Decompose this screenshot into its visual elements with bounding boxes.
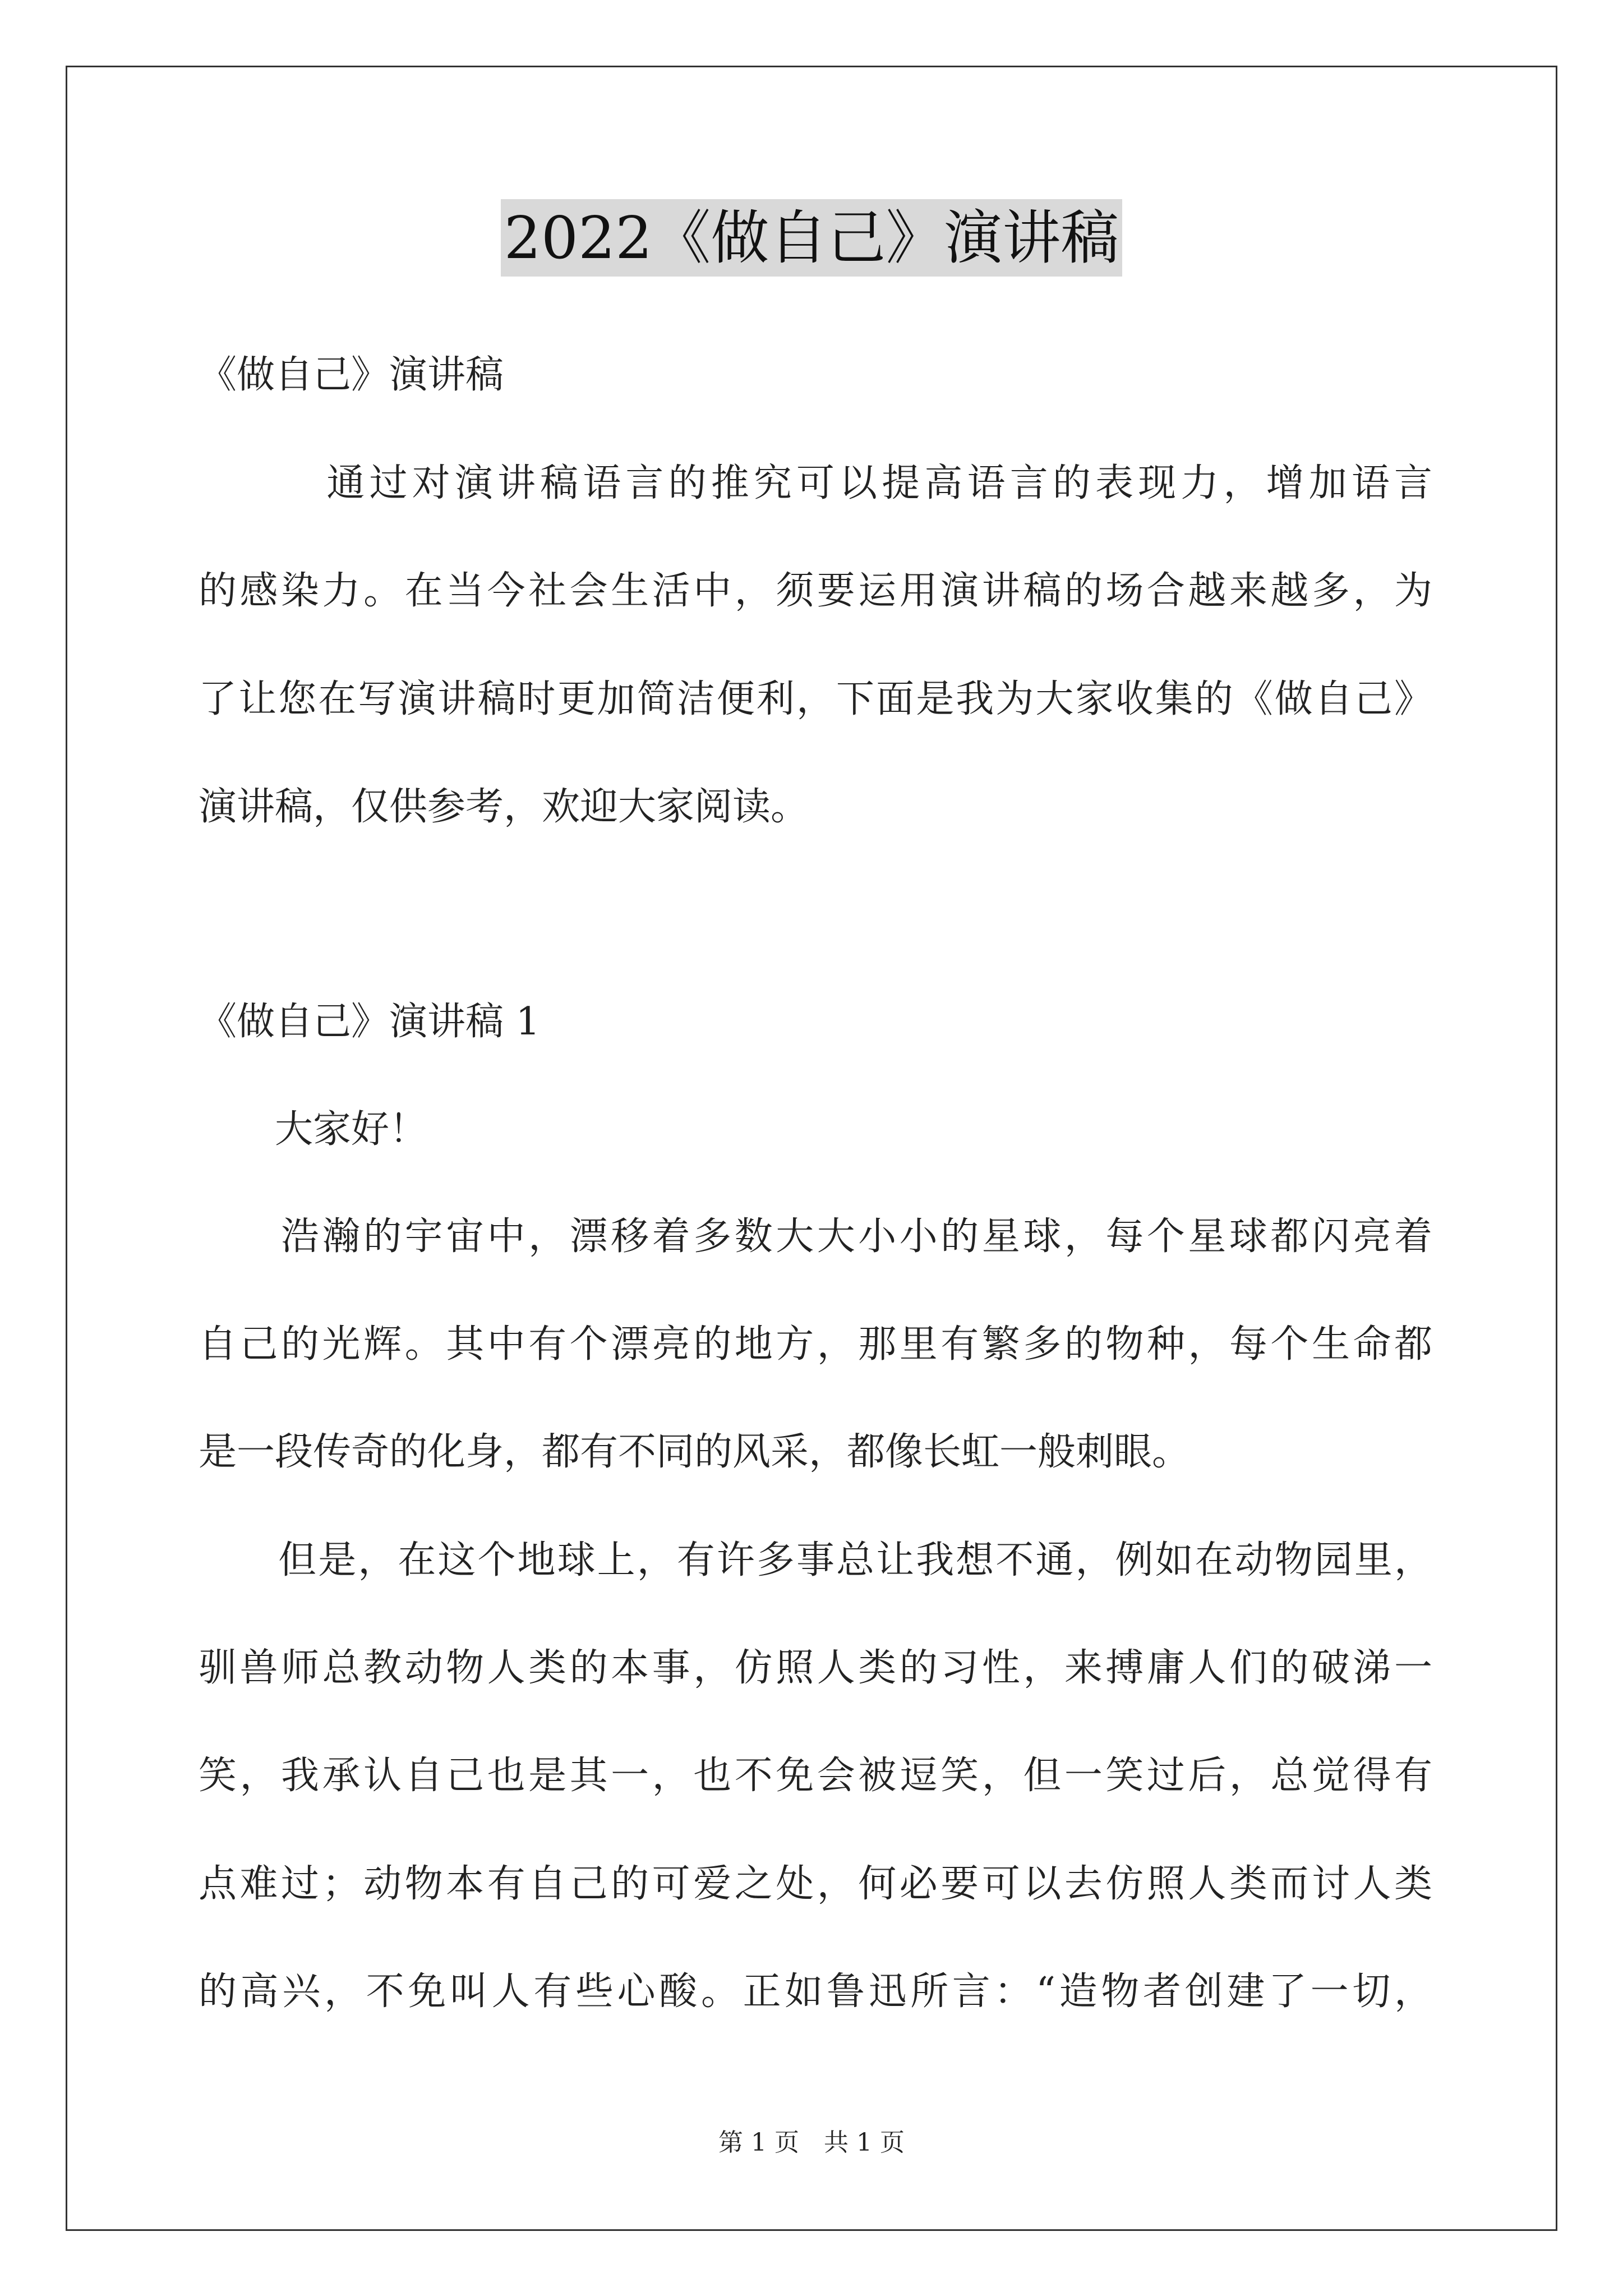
title-container [0,199,1623,277]
page-footer: 第 1 页 共 1 页 [718,2128,905,2157]
document-subtitle: 《做自己》演讲稿 [199,353,504,397]
body-line: 驯兽师总教动物人类的本事，仿照人类的习性，来搏庸人们的破涕一 [199,1646,1432,1690]
greeting: 大家好！ [199,1107,428,1152]
body-line: 笑，我承认自己也是其一，也不免会被逗笑，但一笑过后，总觉得有 [199,1754,1432,1798]
intro-line: 演讲稿，仅供参考，欢迎大家阅读。 [199,785,809,829]
body-line: 点难过；动物本有自己的可爱之处，何必要可以去仿照人类而讨人类 [199,1862,1432,1906]
section-heading: 《做自己》演讲稿 1 [199,1000,540,1044]
body-line: 浩瀚的宇宙中，漂移着多数大大小小的星球，每个星球都闪亮着 [199,1214,1432,1259]
intro-line: 的感染力。在当今社会生活中，须要运用演讲稿的场合越来越多，为 [199,569,1432,613]
body-line: 自己的光辉。其中有个漂亮的地方，那里有繁多的物种，每个生命都 [199,1322,1432,1366]
body-line: 是一段传奇的化身，都有不同的风采，都像长虹一般刺眼。 [199,1430,1191,1474]
body-line: 但是，在这个地球上，有许多事总让我想不通，例如在动物园里， [199,1538,1432,1582]
document-title: 2022《做自己》演讲稿 [501,199,1123,277]
body-line: 的高兴，不免叫人有些心酸。正如鲁迅所言：“造物者创建了一切， [199,1970,1432,2014]
intro-line: 通过对演讲稿语言的推究可以提高语言的表现力，增加语言 [199,461,1432,505]
intro-line: 了让您在写演讲稿时更加简洁便利，下面是我为大家收集的《做自己》 [199,677,1432,721]
